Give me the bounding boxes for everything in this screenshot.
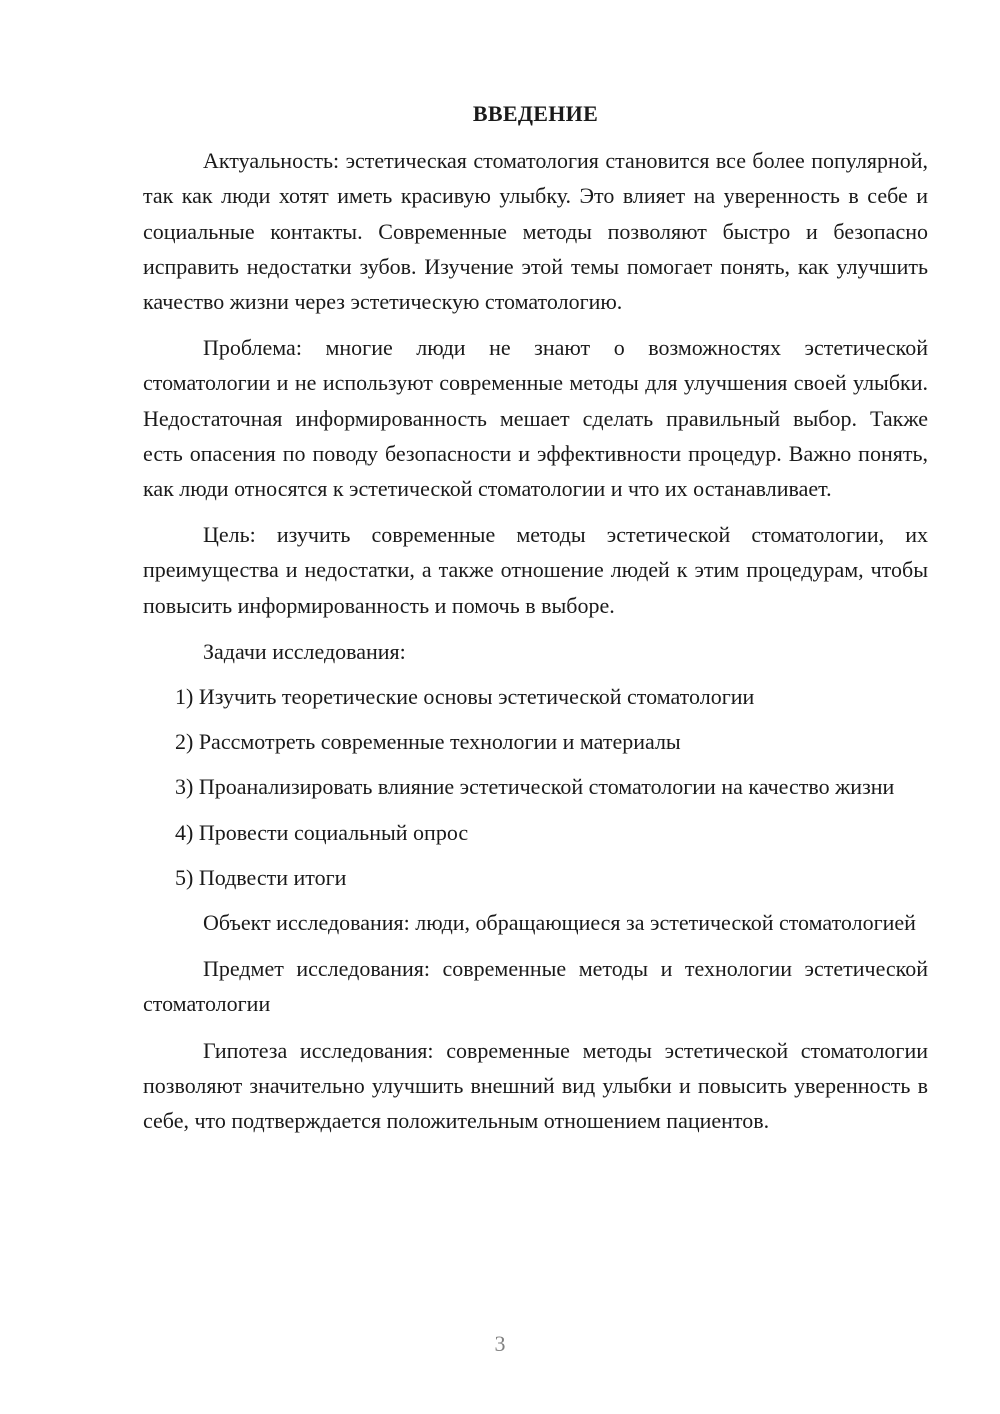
- problem-paragraph: Проблема: многие люди не знают о возможностях эстетической стоматологии и не используют современные методы для улучшения своей улыбки. Недостаточная информированность мешает сделать правильный выбор. Также есть опасения по поводу безопасности и эффективности процедур. Важно понять, как люди относятся к эстетической стоматологии и что их останавливает.: [143, 335, 928, 502]
- task-item: 3) Проанализировать влияние эстетической стоматологии на качество жизни: [175, 774, 895, 800]
- document-page: [143, 96, 928, 1149]
- subject-paragraph: Предмет исследования: современные методы и технологии эстетической стоматологии: [143, 956, 928, 1017]
- page-number: 3: [494, 1331, 506, 1356]
- tasks-heading: Задачи исследования:: [203, 638, 406, 664]
- relevance-paragraph: Актуальность: эстетическая стоматология становится все более популярной, так как люди хотят иметь красивую улыбку. Это влияет на уверенность в себе и социальные контакты. Современные методы позволяют быстро и безопасно исправить недостатки зубов. Изучение этой темы помогает понять, как улучшить качество жизни через эстетическую стоматологию.: [143, 148, 928, 315]
- goal-paragraph: Цель: изучить современные методы эстетической стоматологии, их преимущества и недостатки, а также отношение людей к этим процедурам, чтобы повысить информированность и помочь в выборе.: [143, 522, 928, 618]
- object-paragraph: Объект исследования: люди, обращающиеся за эстетической стоматологией: [203, 910, 916, 936]
- task-item: 4) Провести социальный опрос: [175, 819, 469, 845]
- hypothesis-paragraph: Гипотеза исследования: современные методы эстетической стоматологии позволяют значительно улучшить внешний вид улыбки и повысить уверенность в себе, что подтверждается положительным отношением пациентов.: [143, 1037, 928, 1134]
- task-item: 2) Рассмотреть современные технологии и материалы: [175, 729, 681, 755]
- task-item: 5) Подвести итоги: [175, 864, 347, 890]
- page-title: ВВЕДЕНИЕ: [472, 101, 599, 126]
- task-item: 1) Изучить теоретические основы эстетической стоматологии: [175, 684, 755, 710]
